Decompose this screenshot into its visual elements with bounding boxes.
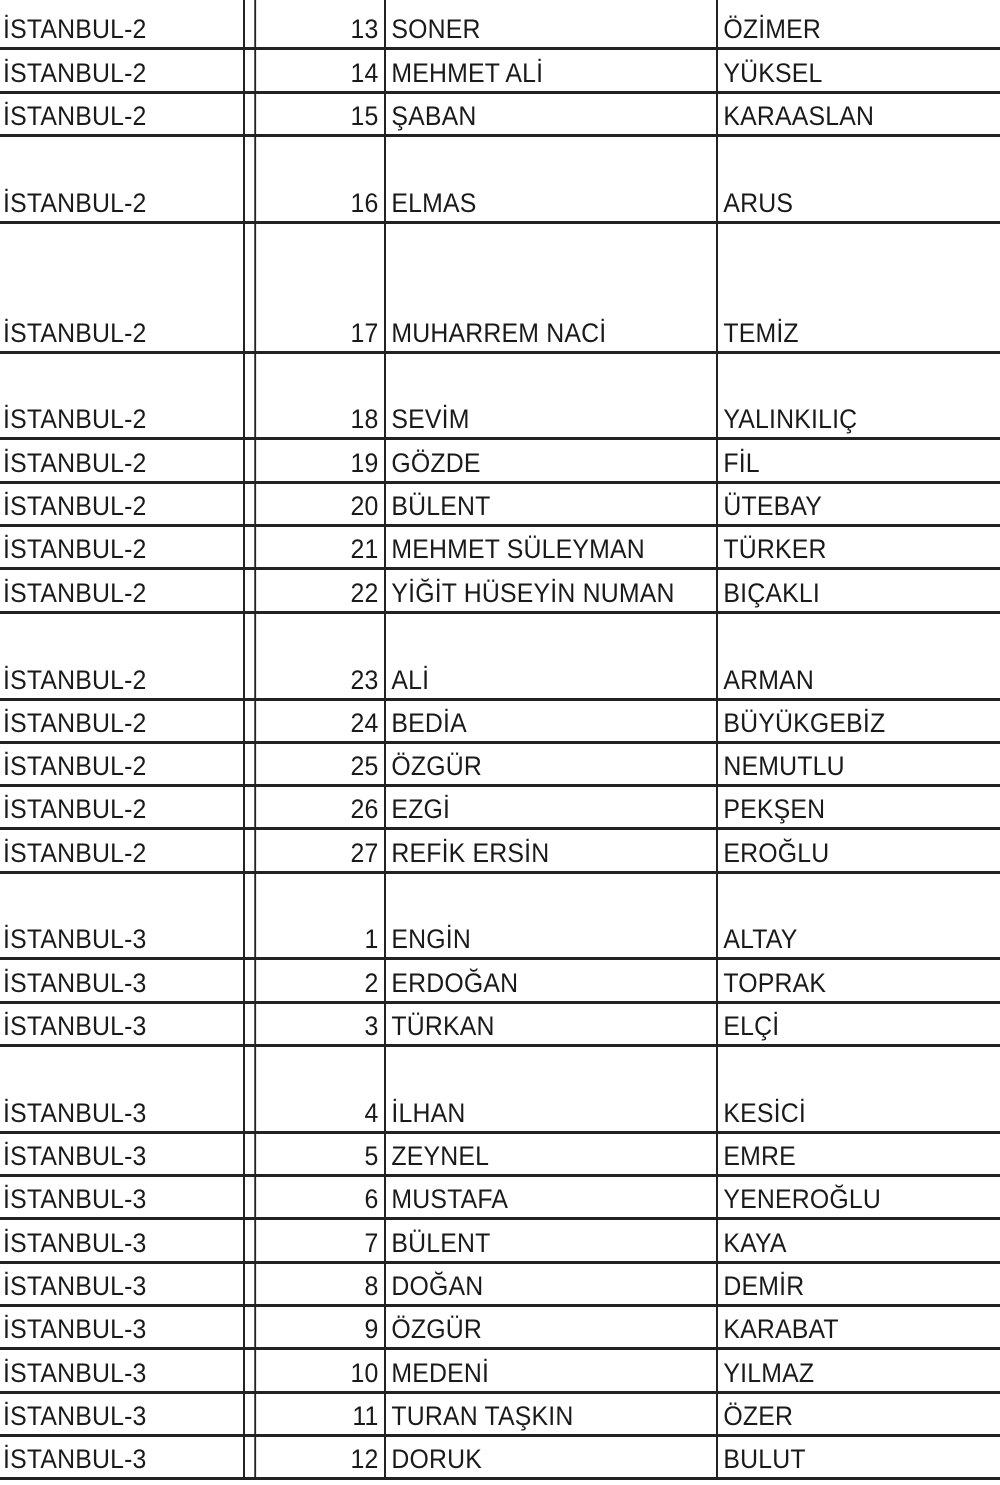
district-cell: İSTANBUL-3	[3, 1228, 147, 1258]
district-cell: İSTANBUL-2	[3, 751, 147, 781]
last-name-cell: PEKŞEN	[716, 787, 977, 827]
first-name-cell: SONER	[384, 0, 689, 47]
first-name-cell: TÜRKAN	[384, 1004, 689, 1044]
first-name-cell: DOĞAN	[384, 1264, 689, 1304]
last-name-cell: TÜRKER	[716, 527, 977, 567]
order-number-cell: 12	[254, 1437, 384, 1477]
table-row	[0, 787, 1000, 830]
order-number-cell: 14	[254, 50, 384, 91]
last-name-cell: YENEROĞLU	[716, 1177, 977, 1217]
table-row	[0, 1177, 1000, 1220]
order-number-cell: 2	[254, 960, 384, 1001]
table-row	[0, 570, 1000, 614]
last-name-cell: NEMUTLU	[716, 744, 977, 784]
order-number-cell: 4	[254, 1047, 384, 1131]
last-name-cell: EMRE	[716, 1134, 977, 1174]
district-cell: İSTANBUL-2	[3, 578, 147, 608]
order-number-cell: 21	[254, 527, 384, 567]
table-row	[0, 137, 1000, 224]
district-cell: İSTANBUL-3	[3, 1444, 147, 1474]
last-name-cell: YÜKSEL	[716, 50, 977, 91]
table-row	[0, 527, 1000, 570]
last-name-cell: ÖZİMER	[716, 0, 977, 47]
table-row	[0, 224, 1000, 354]
last-name-cell: BULUT	[716, 1437, 977, 1477]
table-row	[0, 1350, 1000, 1394]
district-cell: İSTANBUL-2	[3, 534, 147, 564]
district-cell: İSTANBUL-2	[3, 404, 147, 434]
first-name-cell: ŞABAN	[384, 94, 689, 134]
district-cell: İSTANBUL-2	[3, 14, 147, 44]
table-row	[0, 1307, 1000, 1350]
first-name-cell: ERDOĞAN	[384, 960, 689, 1001]
last-name-cell: YALINKILIÇ	[716, 354, 977, 437]
table-row	[0, 440, 1000, 484]
first-name-cell: TURAN TAŞKIN	[384, 1394, 689, 1434]
table-row	[0, 744, 1000, 787]
table-row	[0, 830, 1000, 874]
first-name-cell: EZGİ	[384, 787, 689, 827]
last-name-cell: ÖZER	[716, 1394, 977, 1434]
last-name-cell: TEMİZ	[716, 224, 977, 351]
last-name-cell: ELÇİ	[716, 1004, 977, 1044]
table-row	[0, 1264, 1000, 1307]
last-name-cell: KAYA	[716, 1220, 977, 1261]
last-name-cell: BIÇAKLI	[716, 570, 977, 611]
table-row	[0, 1004, 1000, 1047]
order-number-cell: 19	[254, 440, 384, 481]
order-number-cell: 23	[254, 614, 384, 698]
order-number-cell: 16	[254, 137, 384, 221]
order-number-cell: 26	[254, 787, 384, 827]
last-name-cell: DEMİR	[716, 1264, 977, 1304]
order-number-cell: 18	[254, 354, 384, 437]
order-number-cell: 24	[254, 701, 384, 741]
last-name-cell: KARABAT	[716, 1307, 977, 1347]
table-row	[0, 1394, 1000, 1437]
district-cell: İSTANBUL-3	[3, 1271, 147, 1301]
last-name-cell: EROĞLU	[716, 830, 977, 871]
order-number-cell: 17	[254, 224, 384, 351]
district-cell: İSTANBUL-2	[3, 188, 147, 218]
district-cell: İSTANBUL-3	[3, 1184, 147, 1214]
district-cell: İSTANBUL-2	[3, 491, 147, 521]
order-number-cell: 10	[254, 1350, 384, 1391]
first-name-cell: ÖZGÜR	[384, 1307, 689, 1347]
first-name-cell: SEVİM	[384, 354, 689, 437]
first-name-cell: MEHMET ALİ	[384, 50, 689, 91]
first-name-cell: ÖZGÜR	[384, 744, 689, 784]
district-cell: İSTANBUL-3	[3, 968, 147, 998]
first-name-cell: İLHAN	[384, 1047, 689, 1131]
table-row	[0, 701, 1000, 744]
table-row	[0, 1134, 1000, 1177]
district-cell: İSTANBUL-2	[3, 448, 147, 478]
last-name-cell: TOPRAK	[716, 960, 977, 1001]
bottom-edge	[0, 1480, 1000, 1485]
district-cell: İSTANBUL-3	[3, 1011, 147, 1041]
first-name-cell: BEDİA	[384, 701, 689, 741]
first-name-cell: MUSTAFA	[384, 1177, 689, 1217]
order-number-cell: 27	[254, 830, 384, 871]
order-number-cell: 6	[254, 1177, 384, 1217]
district-cell: İSTANBUL-2	[3, 794, 147, 824]
table-row	[0, 50, 1000, 94]
table-row	[0, 94, 1000, 137]
first-name-cell: BÜLENT	[384, 1220, 689, 1261]
first-name-cell: GÖZDE	[384, 440, 689, 481]
district-cell: İSTANBUL-2	[3, 101, 147, 131]
order-number-cell: 13	[254, 0, 384, 47]
order-number-cell: 22	[254, 570, 384, 611]
table-row	[0, 0, 1000, 50]
district-cell: İSTANBUL-2	[3, 58, 147, 88]
last-name-cell: KARAASLAN	[716, 94, 977, 134]
table-row	[0, 614, 1000, 701]
district-cell: İSTANBUL-3	[3, 1358, 147, 1388]
order-number-cell: 9	[254, 1307, 384, 1347]
order-number-cell: 25	[254, 744, 384, 784]
district-cell: İSTANBUL-2	[3, 665, 147, 695]
table-row	[0, 1047, 1000, 1134]
order-number-cell: 8	[254, 1264, 384, 1304]
table-row	[0, 960, 1000, 1004]
last-name-cell: ÜTEBAY	[716, 484, 977, 524]
order-number-cell: 3	[254, 1004, 384, 1044]
last-name-cell: YILMAZ	[716, 1350, 977, 1391]
table-row	[0, 1220, 1000, 1264]
first-name-cell: ZEYNEL	[384, 1134, 689, 1174]
order-number-cell: 5	[254, 1134, 384, 1174]
district-cell: İSTANBUL-2	[3, 318, 147, 348]
district-cell: İSTANBUL-3	[3, 1141, 147, 1171]
order-number-cell: 1	[254, 874, 384, 957]
table-row	[0, 1437, 1000, 1480]
first-name-cell: YİĞİT HÜSEYİN NUMAN	[384, 570, 689, 611]
district-cell: İSTANBUL-3	[3, 1314, 147, 1344]
district-cell: İSTANBUL-2	[3, 838, 147, 868]
first-name-cell: ELMAS	[384, 137, 689, 221]
order-number-cell: 7	[254, 1220, 384, 1261]
district-cell: İSTANBUL-2	[3, 708, 147, 738]
order-number-cell: 11	[254, 1394, 384, 1434]
first-name-cell: REFİK ERSİN	[384, 830, 689, 871]
table-row	[0, 484, 1000, 527]
district-cell: İSTANBUL-3	[3, 1098, 147, 1128]
first-name-cell: ALİ	[384, 614, 689, 698]
last-name-cell: ARMAN	[716, 614, 977, 698]
first-name-cell: MEHMET SÜLEYMAN	[384, 527, 689, 567]
district-cell: İSTANBUL-3	[3, 924, 147, 954]
last-name-cell: BÜYÜKGEBİZ	[716, 701, 977, 741]
last-name-cell: FİL	[716, 440, 977, 481]
first-name-cell: MEDENİ	[384, 1350, 689, 1391]
first-name-cell: BÜLENT	[384, 484, 689, 524]
table-row	[0, 874, 1000, 960]
district-cell: İSTANBUL-3	[3, 1401, 147, 1431]
first-name-cell: MUHARREM NACİ	[384, 224, 689, 351]
last-name-cell: ALTAY	[716, 874, 977, 957]
last-name-cell: KESİCİ	[716, 1047, 977, 1131]
order-number-cell: 20	[254, 484, 384, 524]
table-row	[0, 354, 1000, 440]
first-name-cell: ENGİN	[384, 874, 689, 957]
order-number-cell: 15	[254, 94, 384, 134]
first-name-cell: DORUK	[384, 1437, 689, 1477]
last-name-cell: ARUS	[716, 137, 977, 221]
